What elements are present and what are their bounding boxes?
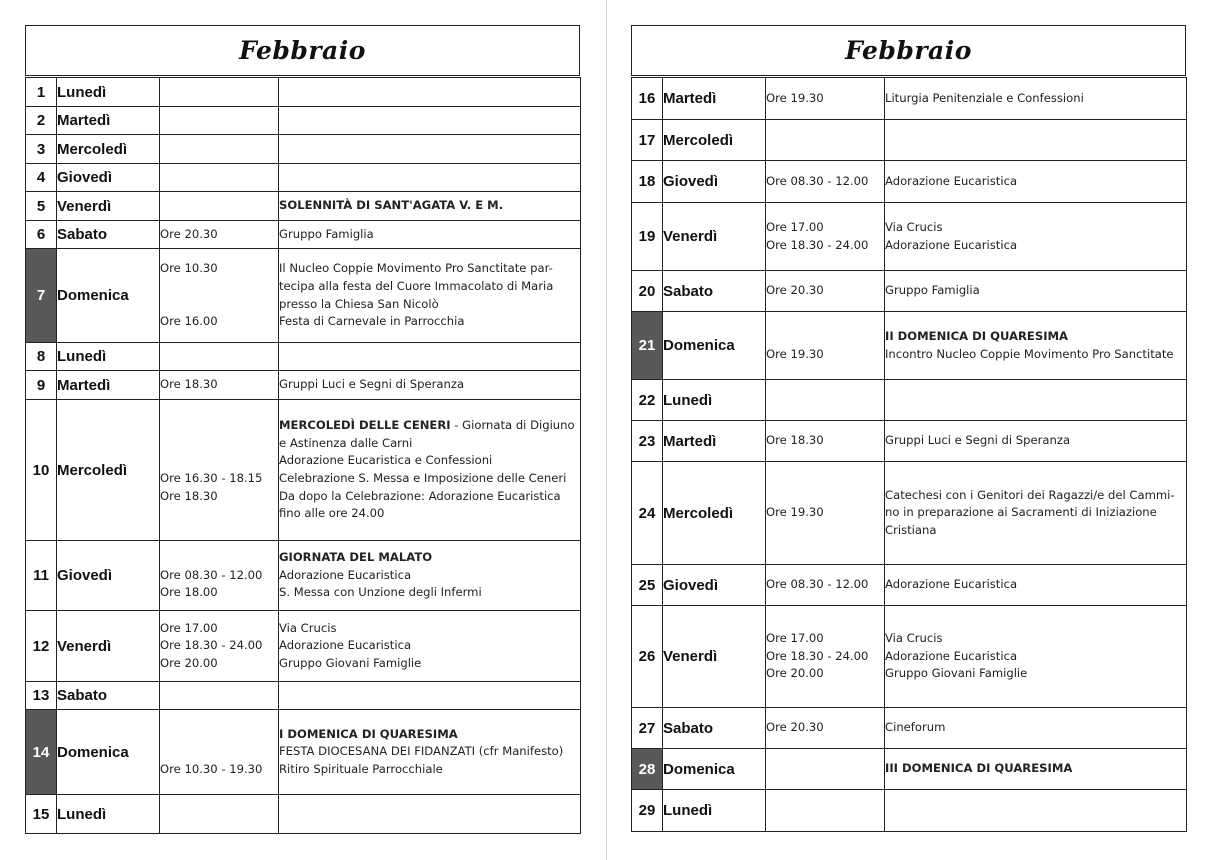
day-number: 22: [632, 380, 663, 421]
event-cell: [885, 78, 1187, 120]
event-line: Adorazione Eucaristica: [885, 648, 1018, 663]
weekday-name: Domenica: [57, 710, 160, 795]
time-line: Ore 16.30 - 18.15: [160, 471, 263, 485]
weekday-name: Domenica: [663, 749, 766, 790]
calendar-row: [632, 462, 1187, 565]
time-cell: [766, 421, 885, 462]
event-line: Via Crucis: [885, 631, 943, 646]
time-cell: [766, 606, 885, 708]
event-line: no in preparazione ai Sacramenti di Iniziazione: [885, 505, 1157, 520]
event-cell: [279, 192, 581, 221]
time-cell: [766, 120, 885, 161]
weekday-name: Domenica: [663, 312, 766, 380]
time-line: Ore 10.30: [160, 261, 218, 276]
day-number: 11: [26, 541, 57, 611]
event-line: Cristiana: [885, 522, 937, 537]
calendar-row: [26, 343, 581, 371]
event-line: Gruppi Luci e Segni di Speranza: [885, 433, 1071, 448]
weekday-name: Venerdì: [663, 606, 766, 708]
calendar-row: [632, 78, 1187, 120]
day-number: 25: [632, 565, 663, 606]
calendar-row: [632, 708, 1187, 749]
day-number: 6: [26, 221, 57, 249]
time-cell: [160, 249, 279, 343]
event-line: III DOMENICA DI QUARESIMA: [885, 761, 1073, 776]
time-spacer: [160, 743, 278, 761]
time-cell: [160, 107, 279, 135]
weekday-name: Domenica: [57, 249, 160, 343]
day-number: 24: [632, 462, 663, 565]
time-spacer: [160, 726, 278, 744]
calendar-row: [26, 710, 581, 795]
time-cell: [766, 749, 885, 790]
day-number: 18: [632, 161, 663, 203]
event-cell: [885, 565, 1187, 606]
calendar-row: [26, 249, 581, 343]
event-line: Cineforum: [885, 720, 946, 735]
day-number: 23: [632, 421, 663, 462]
left-title-box: [25, 25, 580, 76]
time-line: Ore 16.00: [160, 314, 218, 329]
time-line: Ore 20.30: [160, 226, 218, 241]
time-line: Ore 20.00: [766, 666, 824, 681]
event-cell: [279, 78, 581, 107]
right-title-box: [631, 25, 1186, 76]
time-cell: [766, 78, 885, 120]
event-line: I DOMENICA DI QUARESIMA: [279, 726, 458, 741]
time-cell: [766, 161, 885, 203]
event-cell: [279, 135, 581, 164]
event-line: Festa di Carnevale in Parrocchia: [279, 314, 465, 329]
time-spacer: [160, 278, 278, 296]
time-cell: [766, 565, 885, 606]
weekday-name: Venerdì: [663, 203, 766, 271]
day-number: 20: [632, 271, 663, 312]
event-cell: [885, 203, 1187, 271]
calendar-row: [26, 192, 581, 221]
event-line: II DOMENICA DI QUARESIMA: [885, 328, 1069, 343]
event-line: SOLENNITÀ DI SANT'AGATA V. E M.: [279, 198, 504, 213]
weekday-name: Giovedì: [57, 164, 160, 192]
time-line: Ore 18.30 - 24.00: [160, 638, 263, 653]
right-calendar-table: [631, 77, 1187, 832]
weekday-name: Sabato: [57, 221, 160, 249]
calendar-row: [26, 541, 581, 611]
day-number: 2: [26, 107, 57, 135]
time-cell: [160, 611, 279, 682]
time-line: Ore 17.00: [766, 219, 824, 234]
calendar-row: [26, 400, 581, 541]
event-line: Gruppo Giovani Famiglie: [885, 666, 1028, 681]
calendar-row: [632, 606, 1187, 708]
day-number: 15: [26, 795, 57, 834]
day-number: 28: [632, 749, 663, 790]
time-spacer: [160, 296, 278, 314]
day-number: 26: [632, 606, 663, 708]
event-line: Gruppi Luci e Segni di Speranza: [279, 377, 465, 392]
time-cell: [160, 192, 279, 221]
time-line: Ore 18.00: [160, 585, 218, 600]
time-line: Ore 18.30 - 24.00: [766, 237, 869, 252]
time-spacer: [766, 328, 884, 346]
calendar-row: [632, 271, 1187, 312]
time-cell: [160, 78, 279, 107]
calendar-row: [26, 221, 581, 249]
event-cell: [885, 790, 1187, 832]
page-divider: [606, 0, 607, 860]
event-cell: [885, 462, 1187, 565]
weekday-name: Mercoledì: [663, 120, 766, 161]
calendar-row: [26, 371, 581, 400]
event-cell: [279, 221, 581, 249]
event-line: Catechesi con i Genitori dei Ragazzi/e del Cammi-: [885, 487, 1175, 502]
calendar-row: [26, 611, 581, 682]
event-line: Adorazione Eucaristica: [279, 638, 412, 653]
event-cell: [279, 541, 581, 611]
event-cell: [885, 161, 1187, 203]
event-line: Ritiro Spirituale Parrocchiale: [279, 761, 443, 776]
weekday-name: Lunedì: [663, 790, 766, 832]
day-number: 5: [26, 192, 57, 221]
time-line: Ore 17.00: [766, 631, 824, 646]
time-cell: [766, 708, 885, 749]
event-line: Adorazione Eucaristica: [885, 577, 1018, 592]
event-line: Via Crucis: [279, 620, 337, 635]
event-line: Gruppo Famiglia: [279, 226, 374, 241]
day-number: 8: [26, 343, 57, 371]
day-number: 21: [632, 312, 663, 380]
time-cell: [160, 343, 279, 371]
time-line: Ore 18.30: [160, 377, 218, 392]
weekday-name: Lunedì: [663, 380, 766, 421]
day-number: 17: [632, 120, 663, 161]
event-line: fino alle ore 24.00: [279, 506, 385, 521]
time-cell: [160, 135, 279, 164]
time-cell: [160, 795, 279, 834]
time-cell: [160, 221, 279, 249]
event-line: Via Crucis: [885, 219, 943, 234]
time-line: Ore 18.30: [766, 433, 824, 448]
event-cell: [279, 611, 581, 682]
event-line: Liturgia Penitenziale e Confessioni: [885, 90, 1084, 105]
weekday-name: Mercoledì: [663, 462, 766, 565]
time-line: Ore 20.00: [160, 655, 218, 670]
day-number: 13: [26, 682, 57, 710]
event-line: Adorazione Eucaristica e Confessioni: [279, 453, 493, 468]
day-number: 9: [26, 371, 57, 400]
event-line: Gruppo Famiglia: [885, 283, 980, 298]
time-line: Ore 08.30 - 12.00: [766, 577, 869, 592]
event-cell: [885, 708, 1187, 749]
event-cell: [885, 271, 1187, 312]
day-number: 10: [26, 400, 57, 541]
weekday-name: Sabato: [663, 271, 766, 312]
time-line: Ore 17.00: [160, 620, 218, 635]
event-cell: [885, 421, 1187, 462]
time-cell: [766, 312, 885, 380]
weekday-name: Lunedì: [57, 78, 160, 107]
weekday-name: Giovedì: [663, 565, 766, 606]
event-cell: [279, 710, 581, 795]
left-month-title: Febbraio: [239, 36, 366, 65]
event-cell: [279, 682, 581, 710]
calendar-row: [632, 380, 1187, 421]
event-line: Incontro Nucleo Coppie Movimento Pro Sanctitate: [885, 346, 1174, 361]
event-line: Adorazione Eucaristica: [885, 237, 1018, 252]
day-number: 29: [632, 790, 663, 832]
event-cell: [885, 120, 1187, 161]
calendar-row: [632, 120, 1187, 161]
time-line: Ore 08.30 - 12.00: [160, 567, 263, 582]
calendar-row: [26, 135, 581, 164]
calendar-row: [632, 312, 1187, 380]
event-cell: [279, 371, 581, 400]
time-cell: [766, 462, 885, 565]
calendar-row: [26, 78, 581, 107]
time-spacer: [160, 549, 278, 567]
day-number: 3: [26, 135, 57, 164]
day-number: 16: [632, 78, 663, 120]
day-number: 4: [26, 164, 57, 192]
event-cell: [279, 164, 581, 192]
event-line: MERCOLEDÌ DELLE CENERI - Giornata di Digiuno: [279, 418, 575, 433]
event-cell: [885, 380, 1187, 421]
day-number: 12: [26, 611, 57, 682]
weekday-name: Sabato: [57, 682, 160, 710]
event-line: tecipa alla festa del Cuore Immacolato di Maria: [279, 278, 554, 293]
day-number: 19: [632, 203, 663, 271]
weekday-name: Martedì: [663, 421, 766, 462]
time-cell: [766, 790, 885, 832]
time-line: Ore 20.30: [766, 720, 824, 735]
right-month-title: Febbraio: [845, 36, 972, 65]
weekday-name: Sabato: [663, 708, 766, 749]
weekday-name: Martedì: [57, 107, 160, 135]
event-cell: [279, 795, 581, 834]
event-line: e Astinenza dalle Carni: [279, 435, 413, 450]
time-line: Ore 08.30 - 12.00: [766, 173, 869, 188]
event-line: GIORNATA DEL MALATO: [279, 550, 433, 565]
calendar-row: [26, 107, 581, 135]
day-number: 14: [26, 710, 57, 795]
weekday-name: Giovedì: [57, 541, 160, 611]
calendar-row: [632, 161, 1187, 203]
time-line: Ore 10.30 - 19.30: [160, 761, 263, 776]
day-number: 7: [26, 249, 57, 343]
event-line: Da dopo la Celebrazione: Adorazione Eucaristica: [279, 488, 561, 503]
event-cell: [279, 107, 581, 135]
day-number: 1: [26, 78, 57, 107]
time-cell: [160, 682, 279, 710]
weekday-name: Giovedì: [663, 161, 766, 203]
time-cell: [160, 400, 279, 541]
event-line: Gruppo Giovani Famiglie: [279, 655, 422, 670]
calendar-row: [26, 682, 581, 710]
time-cell: [766, 380, 885, 421]
event-line: S. Messa con Unzione degli Infermi: [279, 585, 482, 600]
time-spacer: [160, 435, 278, 453]
time-cell: [160, 541, 279, 611]
event-cell: [885, 312, 1187, 380]
event-line: FESTA DIOCESANA DEI FIDANZATI (cfr Manifesto): [279, 744, 564, 759]
time-line: Ore 19.30: [766, 346, 824, 361]
weekday-name: Mercoledì: [57, 400, 160, 541]
calendar-row: [632, 790, 1187, 832]
event-cell: [279, 400, 581, 541]
weekday-name: Venerdì: [57, 611, 160, 682]
calendar-row: [632, 565, 1187, 606]
event-cell: [885, 749, 1187, 790]
event-line: Adorazione Eucaristica: [279, 567, 412, 582]
day-number: 27: [632, 708, 663, 749]
calendar-row: [632, 749, 1187, 790]
time-line: Ore 20.30: [766, 283, 824, 298]
weekday-name: Venerdì: [57, 192, 160, 221]
calendar-row: [632, 203, 1187, 271]
calendar-row: [26, 164, 581, 192]
time-cell: [160, 710, 279, 795]
time-line: Ore 19.30: [766, 505, 824, 520]
time-cell: [160, 164, 279, 192]
event-line: Il Nucleo Coppie Movimento Pro Sanctitate par-: [279, 261, 553, 276]
time-cell: [160, 371, 279, 400]
weekday-name: Lunedì: [57, 343, 160, 371]
weekday-name: Martedì: [57, 371, 160, 400]
time-line: Ore 18.30 - 24.00: [766, 648, 869, 663]
time-spacer: [160, 452, 278, 470]
time-cell: [766, 203, 885, 271]
event-line: presso la Chiesa San Nicolò: [279, 296, 439, 311]
weekday-name: Martedì: [663, 78, 766, 120]
calendar-row: [632, 421, 1187, 462]
event-line: Adorazione Eucaristica: [885, 173, 1018, 188]
event-line: Celebrazione S. Messa e Imposizione delle Ceneri: [279, 471, 567, 485]
time-cell: [766, 271, 885, 312]
event-cell: [885, 606, 1187, 708]
calendar-row: [26, 795, 581, 834]
weekday-name: Mercoledì: [57, 135, 160, 164]
left-calendar-table: [25, 77, 581, 834]
event-cell: [279, 249, 581, 343]
time-line: Ore 19.30: [766, 90, 824, 105]
time-line: Ore 18.30: [160, 488, 218, 503]
event-cell: [279, 343, 581, 371]
weekday-name: Lunedì: [57, 795, 160, 834]
